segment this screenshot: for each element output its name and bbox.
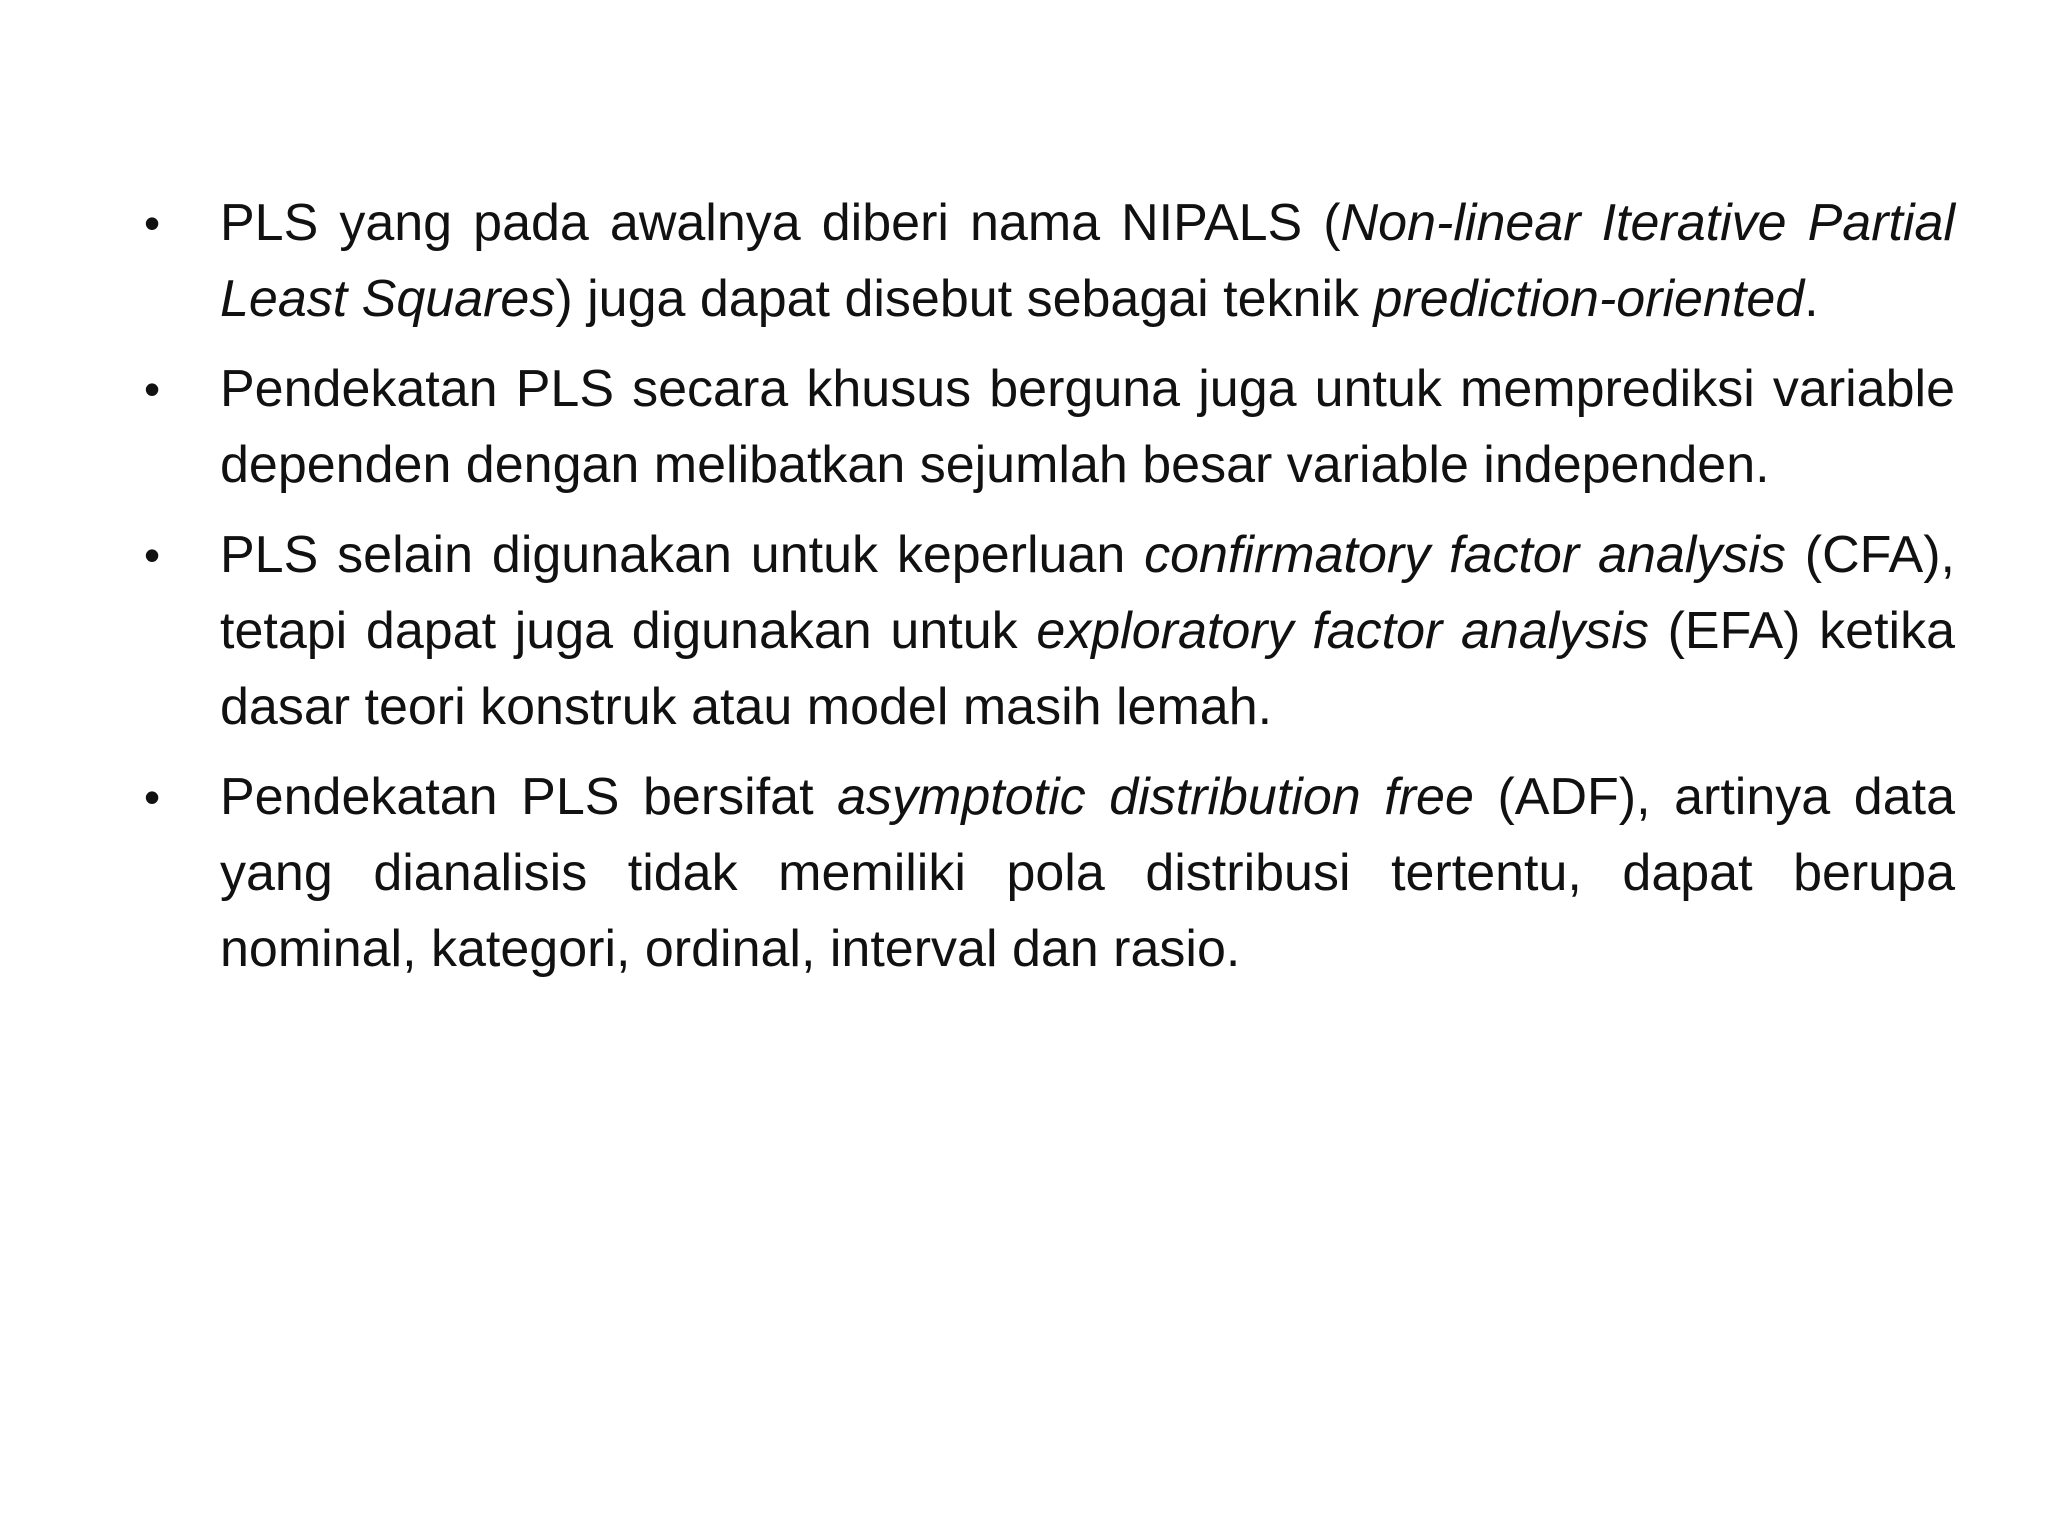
bullet-text-segment: PLS yang pada awalnya diberi nama NIPALS ( <box>220 194 1341 252</box>
bullet-list <box>140 185 1955 1001</box>
bullet-text-segment: (CFA), tetapi dapat juga digunakan untuk <box>220 526 1955 660</box>
bullet-text-segment: PLS selain digunakan untuk keperluan <box>220 526 1145 584</box>
bullet-text-segment: (EFA) ketika dasar teori konstruk atau model masih lemah. <box>220 602 1955 736</box>
bullet-text-italic-segment: Non-linear Iterative Partial Least Squares <box>220 194 1955 328</box>
bullet-item <box>140 759 1955 987</box>
bullet-text-italic-segment: prediction-oriented <box>1373 270 1805 328</box>
bullet-text-italic-segment: confirmatory factor analysis <box>1144 526 1786 584</box>
bullet-text-segment: ) juga dapat disebut sebagai teknik <box>555 270 1374 328</box>
bullet-dot-icon: • <box>144 363 161 415</box>
bullet-dot-icon: • <box>144 197 161 249</box>
bullet-item <box>140 185 1955 337</box>
bullet-dot-icon: • <box>144 529 161 581</box>
bullet-dot-icon: • <box>144 771 161 823</box>
bullet-text-segment: (ADF), artinya data yang dianalisis tidak memiliki pola distribusi tertentu, dapat berupa nominal, kategori, ordinal, interval dan rasio. <box>220 768 1955 978</box>
bullet-item <box>140 517 1955 745</box>
bullet-text-italic-segment: exploratory factor analysis <box>1036 602 1649 660</box>
bullet-text-segment: Pendekatan PLS secara khusus berguna juga untuk memprediksi variable dependen dengan melibatkan sejumlah besar variable independen. <box>220 360 1955 494</box>
bullet-text-italic-segment: asymptotic distribution free <box>837 768 1474 826</box>
bullet-item <box>140 351 1955 503</box>
bullet-text-segment: . <box>1804 270 1819 328</box>
bullet-text-segment: Pendekatan PLS bersifat <box>220 768 838 826</box>
